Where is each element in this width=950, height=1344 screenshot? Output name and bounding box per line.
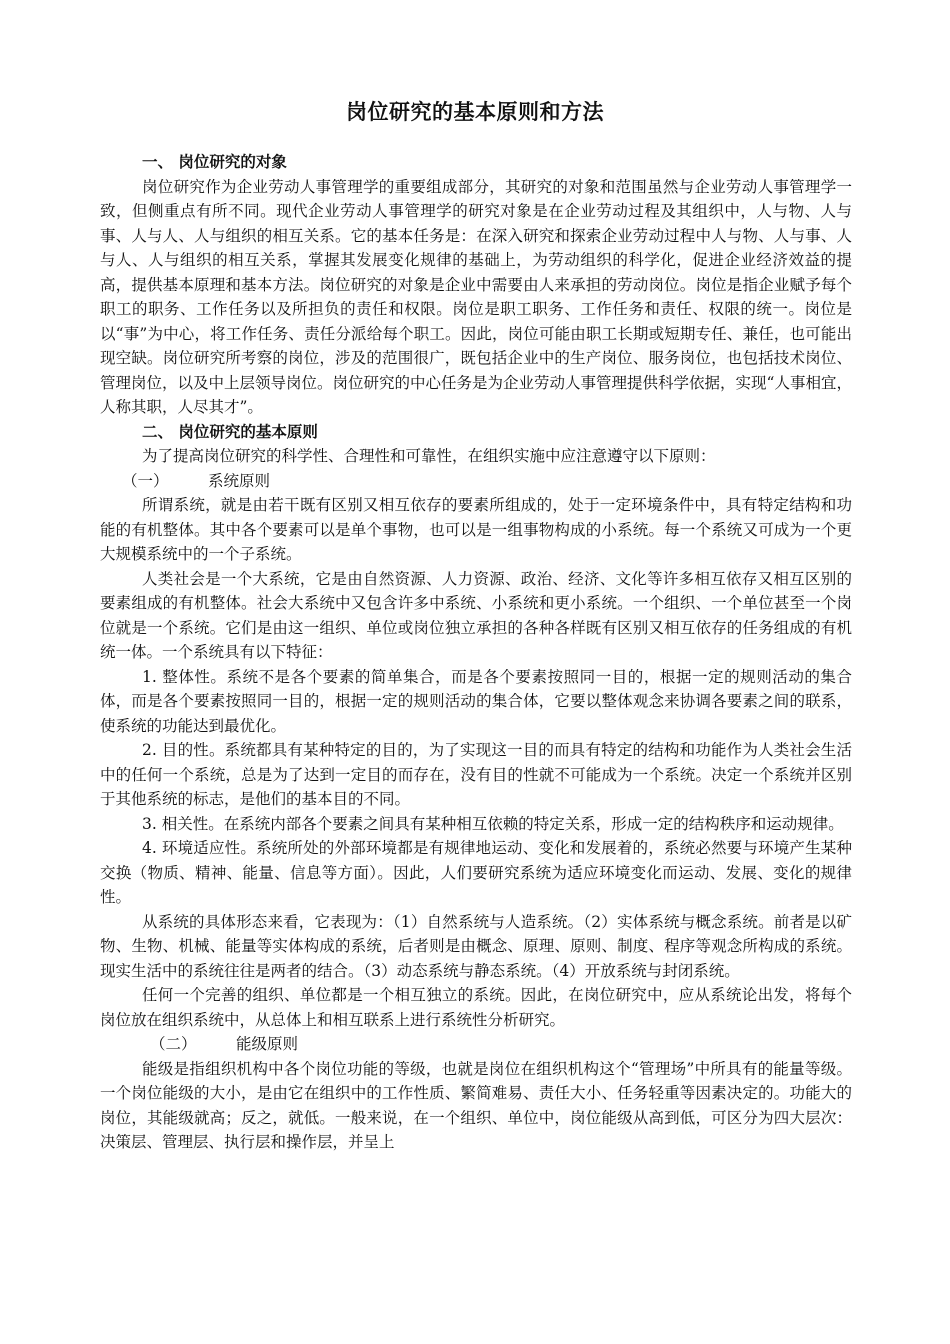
document-body — [100, 150, 852, 1155]
paragraph: 所谓系统，就是由若干既有区别又相互依存的要素所组成的，处于一定环境条件中，具有特定结构和功能的有机整体。其中各个要素可以是单个事物，也可以是一组事物构成的小系统。每一个系统又可成为一个更大规模系统中的一个子系统。 — [100, 496, 852, 563]
paragraph: 为了提高岗位研究的科学性、合理性和可靠性，在组织实施中应注意遵守以下原则： — [142, 447, 716, 465]
list-item-paragraph: 3. 相关性。在系统内部各个要素之间具有某种相互依赖的特定关系，形成一定的结构秩序和运动规律。 — [142, 814, 844, 833]
paragraph: 从系统的具体形态来看，它表现为：（1）自然系统与人造系统。（2）实体系统与概念系统。前者是以矿物、生物、机械、能量等实体构成的系统，后者则是由概念、原理、原则、制度、程序等观念所构成的系统。现实生活中的系统往往是两者的结合。（3）动态系统与静态系统。（4）开放系统与封闭系统。 — [100, 912, 852, 980]
paragraph: 岗位研究作为企业劳动人事管理学的重要组成部分，其研究的对象和范围虽然与企业劳动人事管理学一致，但侧重点有所不同。现代企业劳动人事管理学的研究对象是在企业劳动过程及其组织中，人与物、人与事、人与人、人与组织的相互关系。它的基本任务是：在深入研究和探索企业劳动过程中人与物、人与事、人与人、人与组织的相互关系，掌握其发展变化规律的基础上，为劳动组织的科学化，促进企业经济效益的提高，提供基本原理和基本方法。岗位研究的对象是企业中需要由人来承担的劳动岗位。岗位是指企业赋予每个职工的职务、工作任务以及所担负的责任和权限。岗位是职工职务、工作任务和责任、权限的统一。岗位是以“事”为中心，将工作任务、责任分派给每个职工。因此，岗位可能由职工长期或短期专任、兼任，也可能出现空缺。岗位研究所考察的岗位，涉及的范围很广，既包括企业中的生产岗位、服务岗位，也包括技术岗位、管理岗位，以及中上层领导岗位。岗位研究的中心任务是为企业劳动人事管理提供科学依据，实现“人事相宜，人称其职，人尽其才”。 — [100, 177, 852, 416]
subsection-label: 能级原则 — [236, 1035, 299, 1053]
subsection-heading-1 — [100, 469, 852, 494]
list-item-paragraph: 4. 环境适应性。系统所处的外部环境都是有规律地运动、变化和发展着的，系统必然要与环境产生某种交换（物质、精神、能量、信息等方面）。因此，人们要研究系统为适应环境变化而运动、发展、变化的规律性。 — [100, 839, 852, 906]
section-heading-2: 二、 岗位研究的基本原则 — [142, 421, 318, 441]
paragraph: 任何一个完善的组织、单位都是一个相互独立的系统。因此，在岗位研究中，应从系统论出发，将每个岗位放在组织系统中，从总体上和相互联系上进行系统性分析研究。 — [100, 986, 852, 1029]
section-heading-1: 一、 岗位研究的对象 — [142, 152, 287, 171]
document-title: 岗位研究的基本原则和方法 — [346, 99, 604, 124]
list-item-paragraph: 1. 整体性。系统不是各个要素的简单集合，而是各个要素按照同一目的，根据一定的规则活动的集合体，而是各个要素按照同一目的，根据一定的规则活动的集合体，它要以整体观念来协调各要素之间的联系，使系统的功能达到最优化。 — [100, 667, 852, 735]
list-item-paragraph: 2. 目的性。系统都具有某种特定的目的，为了实现这一目的而具有特定的结构和功能作为人类社会生活中的任何一个系统，总是为了达到一定目的而存在，没有目的性就不可能成为一个系统。决定一个系统并区别于其他系统的标志，是他们的基本目的不同。 — [100, 741, 852, 808]
subsection-number: （一） — [122, 471, 169, 490]
subsection-label: 系统原则 — [208, 471, 271, 490]
subsection-number: （二） — [150, 1035, 197, 1053]
subsection-heading-2 — [100, 1032, 852, 1057]
paragraph: 能级是指组织机构中各个岗位功能的等级，也就是岗位在组织机构这个“管理场”中所具有的能量等级。一个岗位能级的大小，是由它在组织中的工作性质、繁简难易、责任大小、任务轻重等因素决定的。功能大的岗位，其能级就高；反之，就低。一般来说，在一个组织、单位中，岗位能级从高到低，可区分为四大层次：决策层、管理层、执行层和操作层，并呈上 — [100, 1059, 852, 1151]
paragraph: 人类社会是一个大系统，它是由自然资源、人力资源、政治、经济、文化等许多相互依存又相互区别的要素组成的有机整体。社会大系统中又包含许多中系统、小系统和更小系统。一个组织、一个单位甚至一个岗位就是一个系统。它们是由这一组织、单位或岗位独立承担的各种各样既有区别又相互依存的任务组成的有机统一体。一个系统具有以下特征： — [100, 569, 852, 661]
